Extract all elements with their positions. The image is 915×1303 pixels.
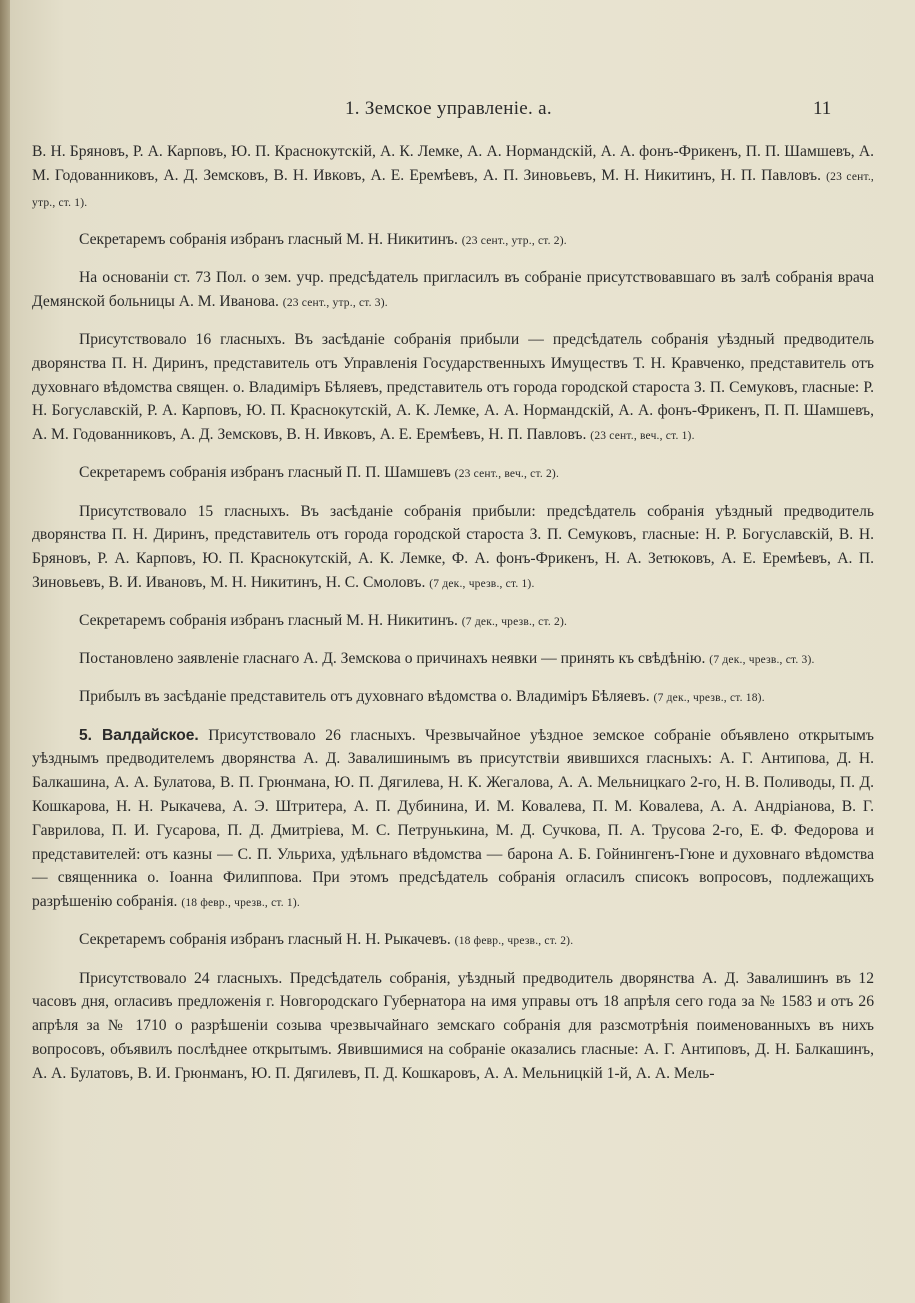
session-reference: (23 сент., утр., ст. 3). [282, 296, 388, 309]
paragraph: 5. Валдайское. Присутствовало 26 гласныхъ. Чрезвычайное уѣздное земское собраніе объявлено открытымъ уѣзднымъ предводителемъ дворянства А. Д. Завалишинымъ въ присутствіи явившихся гласныхъ: А. Г. Антипова, Д. Н. Балкашина, А. А. Булатова, В. П. Грюнмана, Ю. П. Дягилева, Н. К. Жегалова, А. А. Мельницкаго 2-го, Н. В. Поливоды, П. Д. Кошкарова, Н. Н. Рыкачева, А. Э. Штритера, А. П. Дубинина, И. М. Ковалева, П. М. Ковалева, А. А. Андріанова, В. Г. Гаврилова, П. И. Гусарова, П. Д. Дмитріева, М. С. Петрунькина, М. Д. Сучкова, П. А. Трусова 2-го, Е. Ф. Федорова и представителей: отъ казны — С. П. Ульриха, удѣльнаго вѣдомства — барона А. Б. Гойнингенъ-Гюне и духовнаго вѣдомства — священника о. Іоанна Филиппова. При этомъ предсѣдатель собранія огласилъ списокъ вопросовъ, подлежащихъ разрѣшенію собранія. (18 февр., чрезв., ст. 1). [32, 726, 874, 911]
paragraph: Постановлено заявленіе гласнаго А. Д. Земскова о причинахъ неявки — принять къ свѣдѣнію. (7 дек., чрезв., ст. 3). [79, 650, 815, 668]
session-reference: (23 сент., веч., ст. 1). [590, 430, 695, 443]
session-reference: (7 дек., чрезв., ст. 18). [653, 692, 765, 705]
paragraph: Присутствовало 15 гласныхъ. Въ засѣданіе собранія прибыли: предсѣдатель собранія уѣздный предводитель дворянства П. Н. Диринъ, представитель отъ города городской староста З. П. Семуковъ, гласные: Н. Р. Богуславскій, В. Н. Бряновъ, Р. А. Карповъ, Ю. П. Краснокутскій, А. К. Лемке, Ф. А. фонъ-Фрикенъ, Н. А. Зетюковъ, А. Е. Еремѣевъ, А. П. Зиновьевъ, В. И. Ивановъ, М. Н. Никитинъ, Н. С. Смоловъ. (7 дек., чрезв., ст. 1). [32, 502, 874, 591]
session-reference: (23 сент., утр., ст. 1). [32, 170, 874, 209]
paragraph: На основаніи ст. 73 Пол. о зем. учр. предсѣдатель пригласилъ въ собраніе присутствовавшаго въ залѣ собранія врача Демянской больницы А. М. Иванова. (23 сент., утр., ст. 3). [32, 268, 874, 310]
book-spine-edge [0, 0, 10, 1303]
document-page [10, 0, 915, 1303]
session-reference: (7 дек., чрезв., ст. 3). [709, 654, 815, 667]
session-reference: (23 сент., утр., ст. 2). [461, 234, 567, 247]
session-reference: (18 февр., чрезв., ст. 2). [454, 935, 574, 948]
session-reference: (7 дек., чрезв., ст. 2). [461, 616, 568, 629]
paragraph: Секретаремъ собранія избранъ гласный М. Н. Никитинъ. (7 дек., чрезв., ст. 2). [79, 612, 568, 630]
paragraph: Секретаремъ собранія избранъ гласный П. П. Шамшевъ (23 сент., веч., ст. 2). [79, 464, 560, 482]
page-number: 11 [813, 98, 832, 119]
paragraph: Секретаремъ собранія избранъ гласный М. Н. Никитинъ. (23 сент., утр., ст. 2). [79, 230, 567, 248]
paragraph: Присутствовало 24 гласныхъ. Предсѣдатель собранія, уѣздный предводитель дворянства А. Д. Завалишинъ въ 12 часовъ дня, огласивъ предложенія г. Новгородскаго Губернатора на имя управы отъ 18 апрѣля сего года за № 1583 и отъ 26 апрѣля за № 1710 о разрѣшеніи созыва чрезвычайнаго земскаго собранія для разсмотрѣнія поименованныхъ въ нихъ вопросовъ, объявилъ послѣднее открытымъ. Явившимися на собраніе оказались гласные: А. Г. Антиповъ, Д. Н. Балкашинъ, А. А. Булатовъ, В. И. Грюнманъ, Ю. П. Дягилевъ, П. Д. Кошкаровъ, А. А. Мельницкій 1-й, А. А. Мель- [32, 969, 874, 1082]
running-header [10, 98, 915, 128]
paragraph: Присутствовало 16 гласныхъ. Въ засѣданіе собранія прибыли — предсѣдатель собранія уѣздный предводитель дворянства П. Н. Диринъ, представитель отъ Управленія Государственныхъ Имуществъ Т. Н. Кравченко, представитель отъ духовнаго вѣдомства священ. о. Владиміръ Бѣляевъ, представитель отъ города городской староста З. П. Семуковъ, гласные: Р. Н. Богуславскій, Р. А. Карповъ, Ю. П. Краснокутскій, А. К. Лемке, А. А. Нормандскій, А. А. фонъ-Фрикенъ, П. П. Шамшевъ, А. М. Годованниковъ, А. Д. Земсковъ, В. Н. Ивковъ, А. Е. Еремѣевъ, Н. П. Павловъ. (23 сент., веч., ст. 1). [32, 330, 874, 444]
paragraph: В. Н. Бряновъ, Р. А. Карповъ, Ю. П. Краснокутскій, А. К. Лемке, А. А. Нормандскій, А. А. фонъ-Фрикенъ, П. П. Шамшевъ, А. М. Годованниковъ, А. Д. Земсковъ, В. Н. Ивковъ, А. Е. Еремѣевъ, А. П. Зиновьевъ, М. Н. Никитинъ, Н. П. Павловъ. (23 сент., утр., ст. 1). [32, 143, 874, 209]
session-reference: (18 февр., чрезв., ст. 1). [181, 897, 300, 910]
section-heading: 5. Валдайское. [79, 726, 199, 744]
paragraph: Секретаремъ собранія избранъ гласный Н. Н. Рыкачевъ. (18 февр., чрезв., ст. 2). [79, 931, 574, 949]
session-reference: (23 сент., веч., ст. 2). [454, 468, 560, 481]
session-reference: (7 дек., чрезв., ст. 1). [429, 577, 535, 590]
body-text [32, 140, 874, 1098]
header-title: 1. Земское управленіе. а. [345, 98, 552, 119]
paragraph: Прибылъ въ засѣданіе представитель отъ духовнаго вѣдомства о. Владиміръ Бѣляевъ. (7 дек., чрезв., ст. 18). [79, 688, 765, 706]
